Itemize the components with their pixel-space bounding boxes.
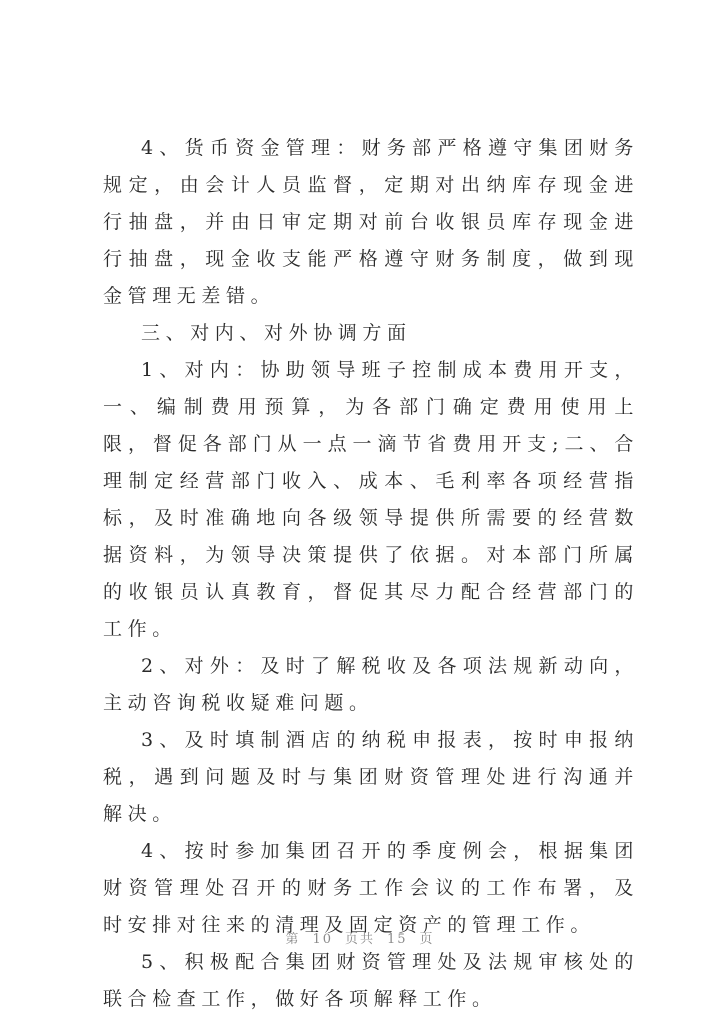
page-footer <box>0 928 720 947</box>
current-page-number: 10 <box>312 932 333 947</box>
footer-middle: 页共 <box>344 932 375 947</box>
footer-prefix: 第 <box>285 932 301 947</box>
section-heading-coordination: 三、对内、对外协调方面 <box>141 322 412 344</box>
paragraph-internal: 1、对内：协助领导班子控制成本费用开支，一、编制费用预算，为各部门确定费用使用上限，督促各部门从一点一滴节省费用开支;二、合理制定经营部门收入、成本、毛利率各项经营指标，及时准确地向各级领导提供所需要的经营数据资料，为领导决策提供了依据。对本部门所属的收银员认真教育，督促其尽力配合经营部门的工作。 <box>103 359 639 640</box>
paragraph-cash-management: 4、货币资金管理：财务部严格遵守集团财务规定，由会计人员监督，定期对出纳库存现金进行抽盘，并由日审定期对前台收银员库存现金进行抽盘，现金收支能严格遵守财务制度，做到现金管理无差错。 <box>103 137 639 307</box>
paragraph-tax-filing: 3、及时填制酒店的纳税申报表，按时申报纳税，遇到问题及时与集团财资管理处进行沟通并解决。 <box>103 729 639 825</box>
paragraph-joint-inspection: 5、积极配合集团财资管理处及法规审核处的联合检查工作，做好各项解释工作。 <box>103 951 639 1010</box>
paragraph-quarterly-meeting: 4、按时参加集团召开的季度例会，根据集团财资管理处召开的财务工作会议的工作布署，及时安排对往来的清理及固定资产的管理工作。 <box>103 840 639 936</box>
total-pages-number: 15 <box>387 932 408 947</box>
page-body <box>103 130 639 1018</box>
paragraph-external: 2、对外：及时了解税收及各项法规新动向，主动咨询税收疑难问题。 <box>103 655 639 714</box>
footer-suffix: 页 <box>419 932 435 947</box>
